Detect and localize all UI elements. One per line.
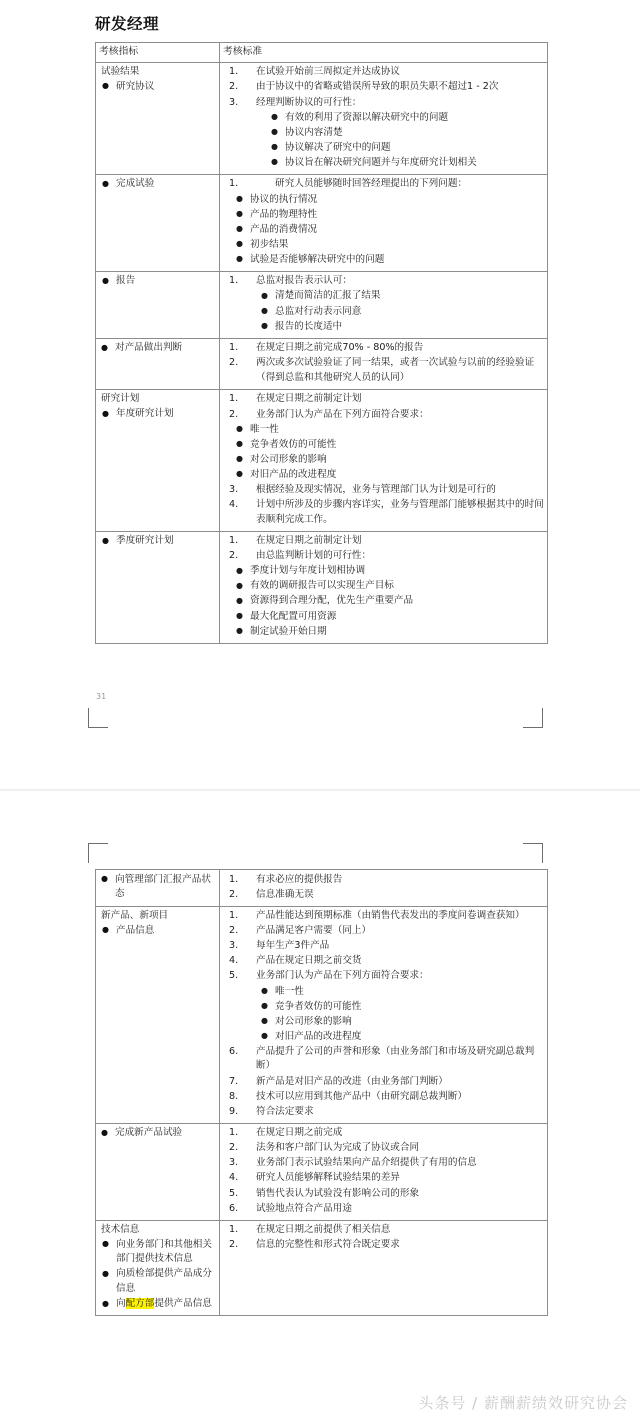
criteria-item: 在规定日期之前完成 [256,1127,343,1139]
metric-title: 新产品、新项目 [101,909,169,921]
criteria-subbullet: ● 最大化配置可用资源 [223,610,544,625]
criteria-item: 业务部门认为产品在下列方面符合要求： [256,970,429,982]
highlighted-text: 配方部 [125,1298,155,1310]
criteria-subbullet: ● 对旧产品的改进程度 [223,468,544,483]
crop-mark-bottom-left [88,708,108,728]
header-cell-metric: 考核指标 [96,43,220,63]
standard-cell [220,62,548,174]
metric-cell [96,389,220,531]
criteria-item: 业务部门表示试验结果向产品介绍提供了有用的信息 [256,1157,477,1169]
metric-bullet-list [99,341,216,356]
criteria-item: 产品在规定日期之前交货 [256,955,362,967]
metric-cell [96,62,220,174]
highlight-suffix: 提供产品信息 [154,1298,212,1310]
criteria-subbullet: ● 协议解决了研究中的问题 [223,141,544,156]
metric-bullet: ● 对产品做出判断 [99,341,216,356]
criteria-list [223,873,544,903]
criteria-item: 符合法定要求 [256,1105,314,1117]
criteria-item: 产品提升了公司的声誉和形象（由业务部门和市场及研究副总裁判断） [256,1045,535,1072]
criteria-subbullet: ● 产品的消费情况 [223,223,544,238]
highlight-prefix: 向 [116,1298,126,1310]
criteria-item: 由于协议中的省略或错误所导致的职员失职不超过1 - 2次 [256,81,499,93]
table-row [96,870,548,907]
metric-bullet-list [99,407,216,422]
criteria-item: 技术可以应用到其他产品中（由研究副总裁判断） [256,1090,468,1102]
page-title: 研发经理 [95,15,160,33]
standard-cell [220,338,548,389]
metric-bullet-list [99,534,216,549]
crop-mark-bottom-right [523,708,543,728]
kpi-table-page-2 [95,869,548,1316]
table-row [96,174,548,271]
criteria-item: 法务和客户部门认为完成了协议或合同 [256,1142,420,1154]
table-row [96,531,548,643]
criteria-item: 在规定日期之前制定计划 [256,535,362,547]
metric-cell [96,1123,220,1220]
metric-cell [96,531,220,643]
criteria-item: 有求必应的提供报告 [256,873,343,885]
criteria-subbullet-list [223,564,544,639]
criteria-item: 研究人员能够解释试验结果的差异 [256,1172,400,1184]
criteria-subbullet: ● 产品的物理特性 [223,208,544,223]
metric-cell [96,271,220,338]
metric-bullet-list [99,177,216,192]
criteria-subbullet: ● 唯一性 [223,423,544,438]
document-page-2 [0,791,640,1421]
standard-cell [220,906,548,1123]
metric-bullet: ● 向管理部门汇报产品状态 [99,873,216,902]
page-number: 31 [96,692,107,701]
criteria-subbullet: ● 对旧产品的改进程度 [223,1030,544,1045]
table-row [96,1220,548,1315]
metric-cell [96,338,220,389]
criteria-list [223,392,544,422]
standard-cell [220,531,548,643]
criteria-item: 在规定日期之前提供了相关信息 [256,1224,391,1236]
criteria-subbullet-list [223,985,544,1045]
criteria-list-continued [223,483,544,527]
standard-cell [220,389,548,531]
crop-mark-top-left [88,843,108,863]
criteria-item: 由总监判断计划的可行性： [256,550,372,562]
criteria-list [223,177,544,192]
criteria-item: 经理判断协议的可行性： [256,96,362,108]
criteria-subbullet: ● 协议旨在解决研究问题并与年度研究计划相关 [223,156,544,171]
metric-cell [96,906,220,1123]
kpi-table-page-1 [95,42,548,644]
criteria-list [223,341,544,385]
metric-cell [96,870,220,907]
criteria-subbullet: ● 初步结果 [223,238,544,253]
metric-cell [96,174,220,271]
table-row [96,271,548,338]
table-row [96,62,548,174]
metric-bullet: ● 报告 [99,274,216,289]
criteria-subbullet: ● 试验是否能够解决研究中的问题 [223,253,544,268]
table-row [96,338,548,389]
criteria-list [223,65,544,110]
criteria-subbullet: ● 季度计划与年度计划相协调 [223,564,544,579]
criteria-item: 新产品是对旧产品的改进（由业务部门判断） [256,1075,448,1087]
criteria-subbullet: ● 协议的执行情况 [223,193,544,208]
metric-bullet: ● 年度研究计划 [99,407,216,422]
criteria-item: 试验地点符合产品用途 [256,1202,352,1214]
criteria-item: 每年生产3件产品 [256,940,330,952]
header-cell-standard: 考核标准 [220,43,548,63]
watermark: 头条号 / 薪酬薪绩效研究协会 [418,1394,628,1412]
criteria-subbullet: ● 制定试验开始日期 [223,625,544,640]
criteria-item: 计划中所涉及的步骤内容详实，业务与管理部门能够根据其中的时间表顺利完成工作。 [256,499,544,525]
criteria-item: 产品性能达到预期标准（由销售代表发出的季度问卷调查获知） [256,910,525,922]
table-row [96,906,548,1123]
standard-cell [220,1123,548,1220]
metric-bullet-list [99,80,216,95]
criteria-subbullet: ● 协议内容清楚 [223,126,544,141]
criteria-item: 研究人员能够随时回答经理提出的下列问题： [256,178,468,190]
table-header-row [96,43,548,63]
metric-bullet-list [99,873,216,902]
criteria-item: 在规定日期之前完成70% - 80%的报告 [256,342,424,354]
table-row [96,1123,548,1220]
criteria-item: 产品满足客户需要（同上） [256,925,372,937]
metric-title: 研究计划 [101,392,140,404]
metric-title: 试验结果 [101,65,140,77]
criteria-list [223,1223,544,1253]
criteria-item: 信息准确无误 [256,888,314,900]
crop-mark-top-right [523,843,543,863]
criteria-subbullet: ● 竞争者效仿的可能性 [223,1000,544,1015]
standard-cell [220,271,548,338]
criteria-item: 信息的完整性和形式符合既定要求 [256,1239,400,1251]
standard-cell [220,870,548,907]
metric-bullet: ● 完成试验 [99,177,216,192]
standard-cell [220,1220,548,1315]
criteria-subbullet: ● 对公司形象的影响 [223,1015,544,1030]
metric-bullet: ● 向质检部提供产品成分信息 [99,1267,216,1296]
criteria-subbullet: ● 竞争者效仿的可能性 [223,438,544,453]
criteria-item: 两次或多次试验验证了同一结果，或者一次试验与以前的经验验证（得到总监和其他研究人员的认同） [256,357,535,383]
metric-bullet: ● 完成新产品试验 [99,1126,216,1141]
criteria-item: 根据经验及现实情况，业务与管理部门认为计划是可行的 [256,483,496,495]
metric-bullet: ● 研究协议 [99,80,216,95]
criteria-list [223,1126,544,1216]
criteria-subbullet: ● 资源得到合理分配，优先生产重要产品 [223,594,544,609]
criteria-item: 在规定日期之前制定计划 [256,393,362,405]
criteria-subbullet: ● 对公司形象的影响 [223,453,544,468]
criteria-subbullet-list [223,289,544,334]
criteria-list [223,909,544,984]
criteria-subbullet: ● 报告的长度适中 [223,320,544,335]
metric-bullet-list [99,274,216,289]
criteria-subbullet-list [223,423,544,483]
metric-bullet-highlighted [99,1297,216,1312]
criteria-subbullet: ● 有效的调研报告可以实现生产目标 [223,579,544,594]
criteria-subbullet: ● 唯一性 [223,985,544,1000]
criteria-subbullet-list [223,193,544,268]
criteria-subbullet: ● 有效的利用了资源以解决研究中的问题 [223,111,544,126]
standard-cell [220,174,548,271]
criteria-item: 业务部门认为产品在下列方面符合要求： [256,408,429,420]
metric-bullet-list [99,1126,216,1141]
criteria-subbullet: ● 总监对行动表示同意 [223,305,544,320]
criteria-list [223,534,544,564]
criteria-list-continued [223,1045,544,1119]
metric-bullet: ● 产品信息 [99,924,216,939]
metric-cell [96,1220,220,1315]
criteria-item: 销售代表认为试验没有影响公司的形象 [256,1187,420,1199]
table-row [96,389,548,531]
metric-bullet-list [99,924,216,939]
criteria-list [223,274,544,289]
criteria-item: 在试验开始前三周拟定并达成协议 [256,66,400,78]
metric-bullet: ● 向业务部门和其他相关部门提供技术信息 [99,1238,216,1267]
criteria-subbullet-list [223,111,544,171]
metric-title: 技术信息 [101,1223,140,1235]
criteria-subbullet: ● 清楚而简洁的汇报了结果 [223,289,544,304]
metric-bullet: ● 季度研究计划 [99,534,216,549]
metric-bullet-list [99,1238,216,1312]
criteria-item: 总监对报告表示认可： [256,275,352,287]
